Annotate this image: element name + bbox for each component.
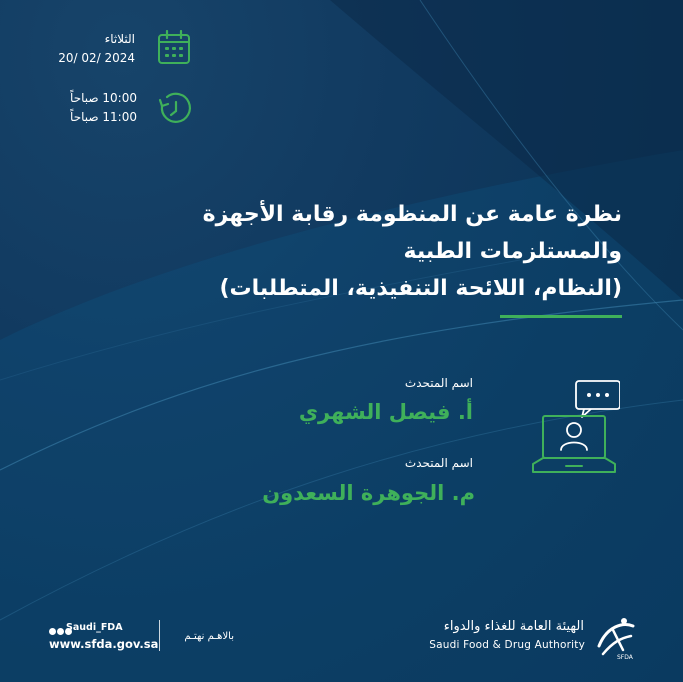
speaker-2-label: اسم المتحدث (404, 456, 473, 470)
title-line-2: والمستلزمات الطبية (403, 239, 622, 264)
social-handle: Saudi_FDA (66, 622, 123, 633)
sfda-logo-text: SFDA (617, 654, 633, 660)
title-underline (500, 315, 622, 318)
org-name-arabic: الهيئة العامة للغذاء والدواء (443, 619, 584, 634)
org-name-english: Saudi Food & Drug Authority (429, 639, 585, 651)
speaker-2-name: م. الجوهرة السعدون (262, 481, 475, 505)
speaker-1-name: أ. فيصل الشهري (298, 400, 473, 424)
event-date: 20/ 02/ 2024 (58, 51, 135, 65)
slogan: بالاهـم نهتـم (184, 631, 234, 642)
footer-divider (159, 620, 160, 651)
event-day: الثلاثاء (104, 32, 135, 46)
sfda-logo (593, 616, 639, 660)
calendar-icon (157, 30, 191, 65)
event-start-time: 10:00 صباحاً (70, 91, 137, 105)
speaker-1-label: اسم المتحدث (404, 376, 473, 390)
presenter-laptop-icon (530, 378, 620, 474)
snapchat-icon (49, 628, 56, 635)
title-line-3: (النظام، اللائحة التنفيذية، المتطلبات) (219, 276, 622, 301)
event-end-time: 11:00 صباحاً (70, 110, 137, 124)
youtube-icon (57, 628, 64, 635)
website-link[interactable]: www.sfda.gov.sa (49, 637, 159, 651)
clock-icon (157, 91, 193, 127)
webinar-title (203, 196, 622, 307)
title-line-1: نظرة عامة عن المنظومة رقابة الأجهزة (202, 202, 622, 227)
